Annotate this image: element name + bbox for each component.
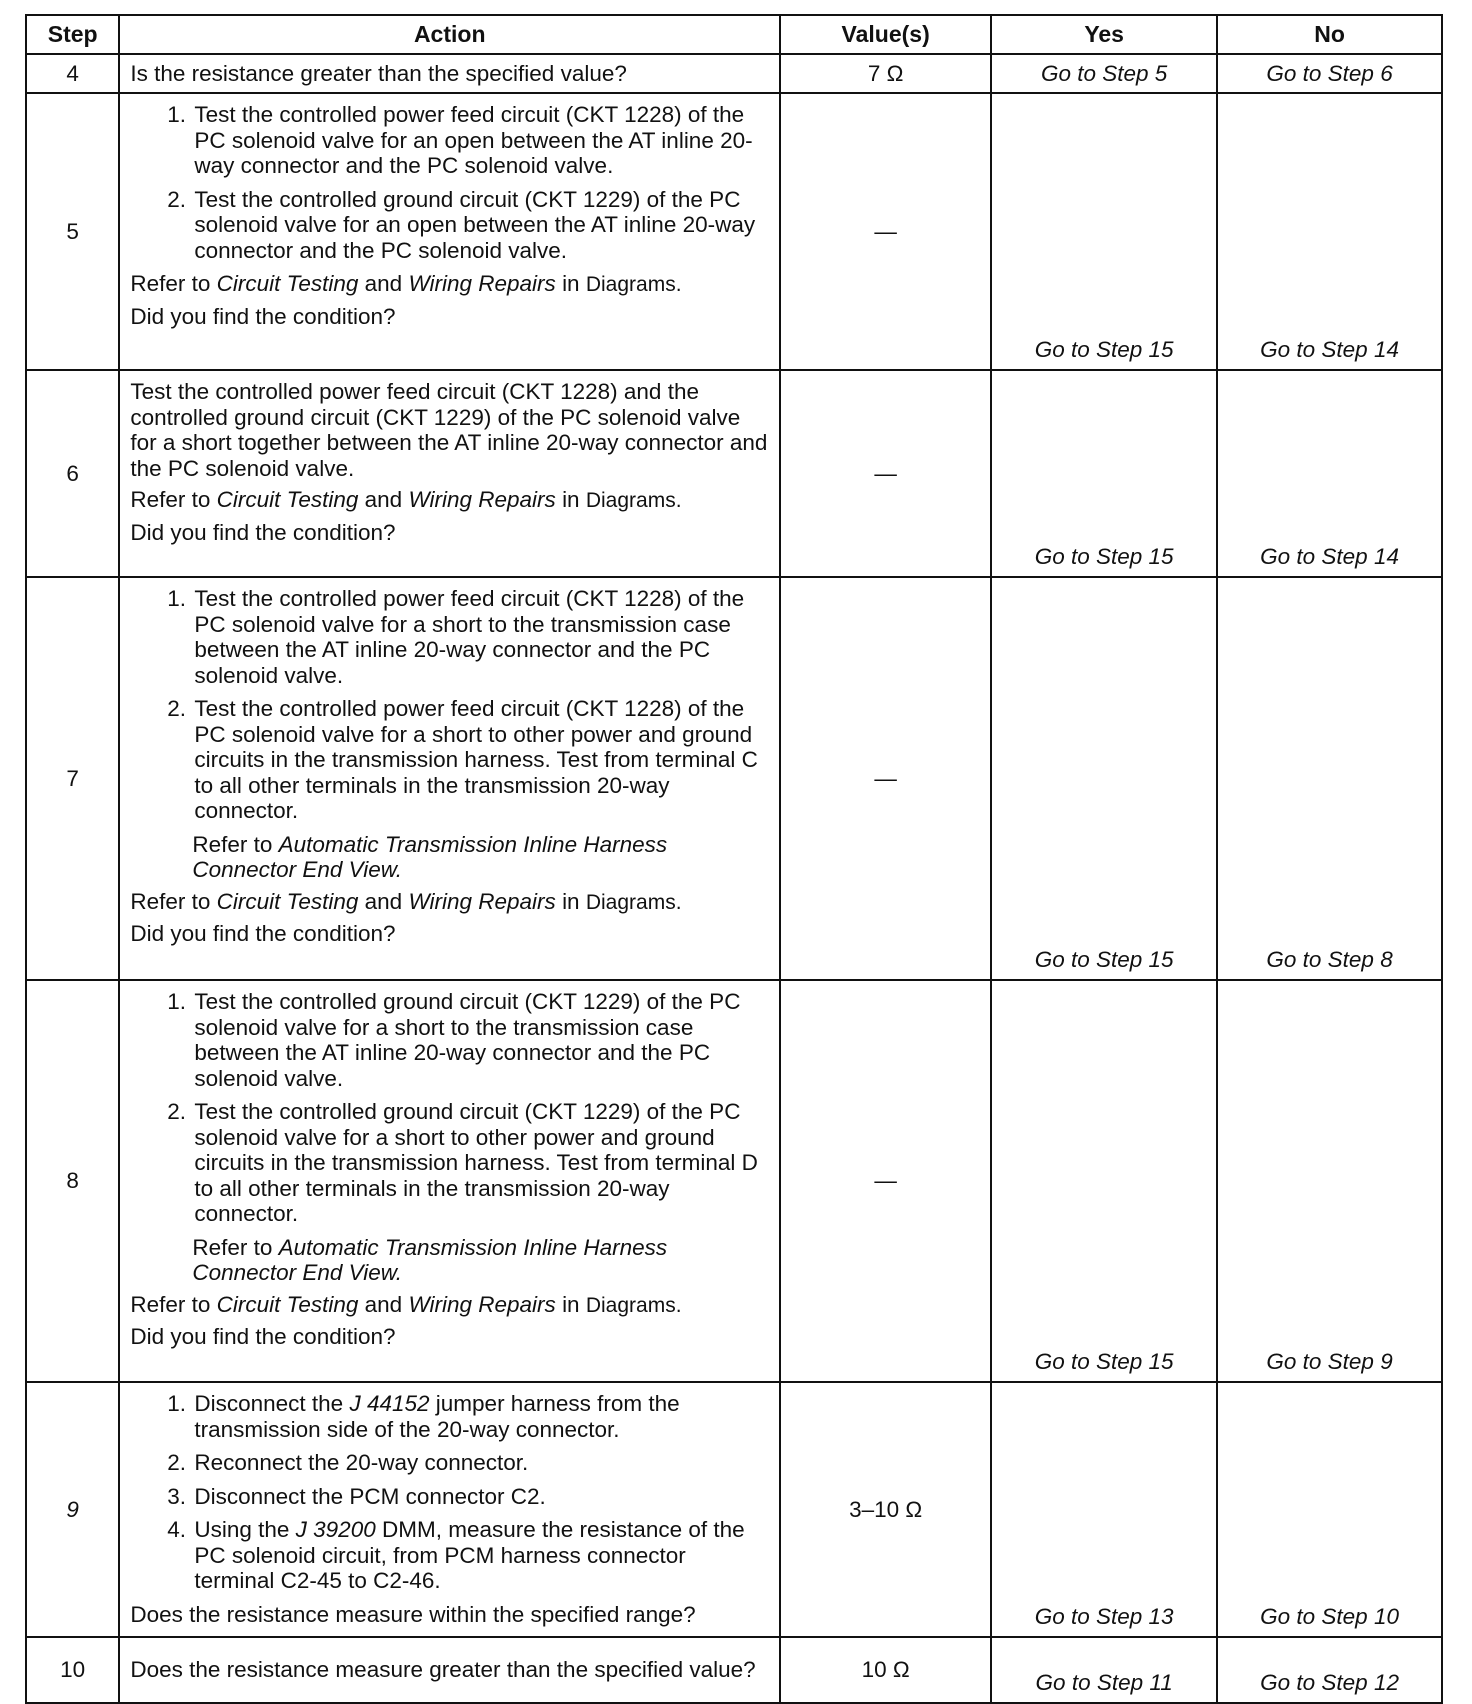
- step-number: 5: [26, 93, 119, 370]
- connector-reference: Refer to Automatic Transmission Inline Harness Connector End View.: [192, 831, 668, 882]
- link-connector-end-view: Automatic Transmission Inline Harness Connector End View.: [192, 831, 668, 882]
- value-cell: 3–10 Ω: [780, 1382, 991, 1637]
- step-number: 4: [26, 54, 119, 93]
- link-wiring-repairs: Wiring Repairs: [408, 271, 556, 296]
- action-item: 3. Disconnect the PCM connector C2.: [192, 1484, 771, 1510]
- yes-cell: Go to Step 15: [991, 577, 1217, 980]
- action-question: Did you find the condition?: [130, 303, 396, 329]
- reference-line: Refer to Circuit Testing and Wiring Repairs in Diagrams.: [130, 1291, 682, 1317]
- table-row-step-9: [26, 1382, 1442, 1637]
- header-no: No: [1217, 15, 1442, 54]
- yes-cell: Go to Step 15: [991, 370, 1217, 577]
- header-values: Value(s): [780, 15, 991, 54]
- reference-line: Refer to Circuit Testing and Wiring Repairs in Diagrams.: [130, 888, 682, 914]
- yes-cell: Go to Step 15: [991, 93, 1217, 370]
- action-list: [130, 1391, 771, 1594]
- step-number: 6: [26, 370, 119, 577]
- value-cell: —: [780, 370, 991, 577]
- value-cell: —: [780, 93, 991, 370]
- header-action: Action: [119, 15, 780, 54]
- action-item: 1. Test the controlled power feed circuit (CKT 1228) of the PC solenoid valve for an open between the AT inline 20-way connector and the PC solenoid valve.: [192, 102, 771, 179]
- action-list: [130, 102, 771, 263]
- value-cell: —: [780, 980, 991, 1382]
- table-row-step-4: [26, 54, 1442, 93]
- link-wiring-repairs: Wiring Repairs: [408, 888, 556, 914]
- action-question: Did you find the condition?: [130, 921, 396, 946]
- step-number: 7: [26, 577, 119, 980]
- action-item: 2. Test the controlled power feed circuit (CKT 1228) of the PC solenoid valve for a short to other power and ground circuits in the transmission harness. Test from terminal C to all other terminals in the transmission 20-way connector.: [192, 696, 771, 824]
- action-item: 2. Test the controlled ground circuit (CKT 1229) of the PC solenoid valve for a short to other power and ground circuits in the transmission harness. Test from terminal D to all other terminals in the transmission 20-way connector.: [192, 1099, 771, 1227]
- reference-line: Refer to Circuit Testing and Wiring Repairs in Diagrams.: [130, 271, 682, 296]
- action-text: Test the controlled power feed circuit (CKT 1228) and the controlled ground circuit (CKT 1229) of the PC solenoid valve for a short together between the AT inline 20-way connector and the PC solenoid valve.: [130, 379, 768, 481]
- action-cell: [119, 1637, 780, 1703]
- tool-j39200: J 39200: [295, 1517, 376, 1542]
- action-list: [130, 586, 771, 824]
- diagnostic-table: [25, 14, 1443, 1704]
- connector-reference: Refer to Automatic Transmission Inline Harness Connector End View.: [192, 1234, 668, 1285]
- action-cell: [119, 577, 780, 980]
- reference-line: Refer to Circuit Testing and Wiring Repairs in Diagrams.: [130, 487, 682, 512]
- header-step: Step: [26, 15, 119, 54]
- no-cell: Go to Step 12: [1217, 1637, 1442, 1703]
- action-list: [130, 989, 771, 1227]
- link-wiring-repairs: Wiring Repairs: [408, 487, 556, 512]
- action-cell: [119, 1382, 780, 1637]
- value-cell: —: [780, 577, 991, 980]
- value-cell: 7 Ω: [780, 54, 991, 93]
- yes-cell: Go to Step 15: [991, 980, 1217, 1382]
- header-row: [26, 15, 1442, 54]
- step-number: 8: [26, 980, 119, 1382]
- link-circuit-testing: Circuit Testing: [216, 271, 359, 296]
- action-item: 4. Using the J 39200 DMM, measure the resistance of the PC solenoid circuit, from PCM harness connector terminal C2-45 to C2-46.: [192, 1517, 771, 1594]
- no-cell: Go to Step 9: [1217, 980, 1442, 1382]
- link-circuit-testing: Circuit Testing: [216, 487, 359, 512]
- action-cell: [119, 93, 780, 370]
- yes-cell: Go to Step 11: [991, 1637, 1217, 1703]
- action-question: Does the resistance measure greater than the specified value?: [130, 1657, 756, 1683]
- action-cell: [119, 980, 780, 1382]
- table-row-step-10: [26, 1637, 1442, 1703]
- action-item: 1. Test the controlled power feed circuit (CKT 1228) of the PC solenoid valve for a short to the transmission case between the AT inline 20-way connector and the PC solenoid valve.: [192, 586, 771, 688]
- link-connector-end-view: Automatic Transmission Inline Harness Connector End View.: [192, 1234, 668, 1285]
- action-item: 2. Reconnect the 20-way connector.: [192, 1450, 771, 1476]
- link-circuit-testing: Circuit Testing: [216, 1291, 359, 1317]
- value-cell: 10 Ω: [780, 1637, 991, 1703]
- yes-cell: Go to Step 13: [991, 1382, 1217, 1637]
- action-question: Is the resistance greater than the specified value?: [130, 60, 627, 86]
- no-cell: Go to Step 14: [1217, 370, 1442, 577]
- step-number: 9: [26, 1382, 119, 1637]
- no-cell: Go to Step 8: [1217, 577, 1442, 980]
- table-row-step-8: [26, 980, 1442, 1382]
- tool-j44152: J 44152: [349, 1391, 430, 1416]
- action-item: 1. Test the controlled ground circuit (CKT 1229) of the PC solenoid valve for a short to the transmission case between the AT inline 20-way connector and the PC solenoid valve.: [192, 989, 771, 1091]
- no-cell: Go to Step 14: [1217, 93, 1442, 370]
- no-cell: Go to Step 6: [1217, 54, 1442, 93]
- yes-cell: Go to Step 5: [991, 54, 1217, 93]
- no-cell: Go to Step 10: [1217, 1382, 1442, 1637]
- table-row-step-7: [26, 577, 1442, 980]
- link-circuit-testing: Circuit Testing: [216, 888, 359, 914]
- step-number: 10: [26, 1637, 119, 1703]
- table-row-step-6: [26, 370, 1442, 577]
- action-item: 1. Disconnect the J 44152 jumper harness from the transmission side of the 20-way connector.: [192, 1391, 771, 1442]
- header-yes: Yes: [991, 15, 1217, 54]
- action-question: Did you find the condition?: [130, 1324, 396, 1349]
- table-row-step-5: [26, 93, 1442, 370]
- action-question: Did you find the condition?: [130, 519, 396, 545]
- action-item: 2. Test the controlled ground circuit (CKT 1229) of the PC solenoid valve for an open between the AT inline 20-way connector and the PC solenoid valve.: [192, 187, 771, 264]
- action-cell: [119, 370, 780, 577]
- action-cell: [119, 54, 780, 93]
- link-wiring-repairs: Wiring Repairs: [408, 1291, 556, 1317]
- action-question: Does the resistance measure within the specified range?: [130, 1601, 696, 1627]
